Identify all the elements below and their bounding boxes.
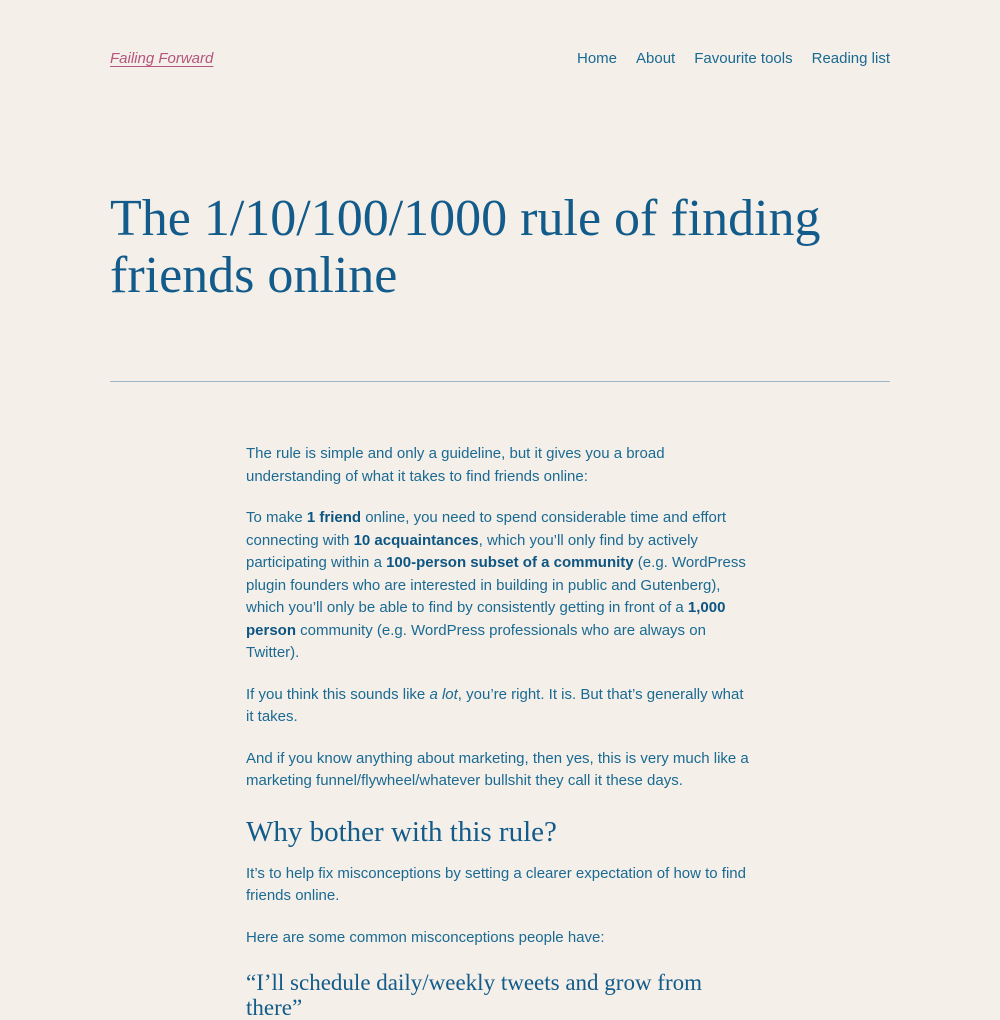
rule-bold-subset: 100-person subset of a community <box>386 554 634 571</box>
rule-text-1: To make <box>246 509 307 526</box>
misconceptions-paragraph: Here are some common misconceptions people have: <box>246 928 605 946</box>
rule-text-2: online, you need to spend considerable time and effort connecting with <box>246 509 727 549</box>
rule-text-5: community (e.g. WordPress professionals who are always on Twitter). <box>246 621 706 661</box>
effort-emphasis: a lot <box>429 685 458 703</box>
site-title-link[interactable]: Failing Forward <box>110 50 214 67</box>
post-content <box>246 443 751 1020</box>
post-title: The 1/10/100/1000 rule of finding friends online <box>110 190 821 304</box>
rule-text-3: , which you’ll only find by actively participating within a <box>246 531 698 571</box>
site-header <box>110 48 890 74</box>
intro-paragraph: The rule is simple and only a guideline, but it gives you a broad understanding of what it takes to find friends online: <box>246 445 665 485</box>
rule-bold-friend: 1 friend <box>306 509 362 526</box>
nav-item-favourite-tools[interactable]: Favourite tools <box>694 50 793 67</box>
effort-text-2: , you’re right. It is. But that’s generally what it takes. <box>246 685 744 725</box>
nav-item-about[interactable]: About <box>636 50 676 67</box>
nav-item-home[interactable]: Home <box>577 50 618 67</box>
purpose-paragraph: It’s to help fix misconceptions by setting a clearer expectation of how to find friends online. <box>246 864 746 904</box>
misconception-heading: “I’ll schedule daily/weekly tweets and grow from there” <box>246 970 703 1020</box>
marketing-paragraph: And if you know anything about marketing, then yes, this is very much like a marketing funnel/flywheel/whatever bullshit they call it these days. <box>246 749 749 789</box>
nav-item-reading-list[interactable]: Reading list <box>811 50 890 67</box>
rule-text-4: (e.g. WordPress plugin founders who are interested in building in public and Gutenberg), which you’ll only be able to find by consistently getting in front of a <box>246 554 746 616</box>
effort-paragraph <box>246 684 751 729</box>
effort-text-1: If you think this sounds like <box>246 685 430 703</box>
primary-nav <box>577 50 890 67</box>
title-separator <box>110 381 890 382</box>
rule-bold-community: 1,000 person <box>246 599 726 639</box>
rule-bold-acquaintances: 10 acquaintances <box>353 531 479 549</box>
rule-paragraph <box>246 507 751 665</box>
section-heading-why: Why bother with this rule? <box>246 815 557 848</box>
